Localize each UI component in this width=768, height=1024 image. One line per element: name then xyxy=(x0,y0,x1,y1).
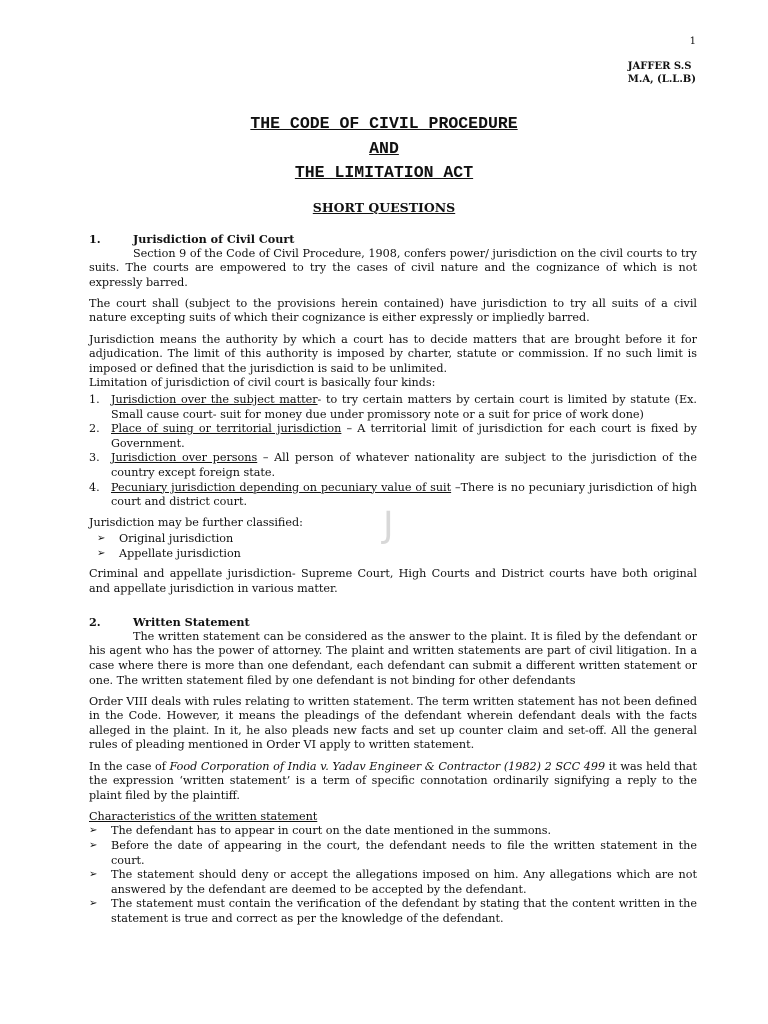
list-item-text: Original jurisdiction xyxy=(119,532,234,546)
section-1-para-6: Criminal and appellate jurisdiction- Supreme Court, High Courts and District courts have both original and appellate jurisdiction in various matter. xyxy=(89,567,697,596)
arrow-bullet-icon: ➢ xyxy=(97,533,106,545)
list-item-number: 3. xyxy=(89,451,100,465)
list-item-term: Pecuniary jurisdiction depending on pecuniary value of suit xyxy=(111,480,452,494)
author-degree: M.A, (L.L.B) xyxy=(627,74,696,85)
list-item xyxy=(89,897,697,926)
arrow-bullet-icon: ➢ xyxy=(89,898,98,910)
list-item-number: 1. xyxy=(89,392,100,406)
list-item xyxy=(89,868,697,897)
list-item xyxy=(89,547,697,562)
title-line-2: AND xyxy=(369,138,399,158)
author-name: JAFFER S.S xyxy=(627,61,692,72)
section-subtitle: SHORT QUESTIONS xyxy=(312,200,456,215)
section-2-para-1: The written statement can be considered as the answer to the plaint. It is filed by the defendant or his agent who has the power of attorney. The plaint and written statements are part of civil litigation. In a case where there is more than one defendant, each defendant can submit a different written statement or one. The written statement filed by one defendant is not binding for other defendants xyxy=(89,629,697,687)
list-item xyxy=(89,422,697,451)
list-item-text: Before the date of appearing in the court, the defendant needs to file the written statement in the court. xyxy=(111,838,697,867)
characteristics-heading: Characteristics of the written statement xyxy=(89,809,318,823)
section-1-para-2: The court shall (subject to the provisions herein contained) have jurisdiction to try all suits of a civil nature excepting suits of which their cognizance is either expressly or impliedly barred. xyxy=(89,296,697,325)
list-item-term: Jurisdiction over persons xyxy=(111,451,258,465)
arrow-bullet-icon: ➢ xyxy=(97,547,106,559)
list-item-term: Jurisdiction over the subject matter xyxy=(111,392,318,406)
section-2-heading xyxy=(89,615,697,630)
list-item-text: The defendant has to appear in court on the date mentioned in the summons. xyxy=(111,824,552,838)
list-item xyxy=(89,393,697,422)
jurisdiction-kinds-list xyxy=(89,393,697,510)
list-item xyxy=(89,532,697,547)
section-1-para-5: Jurisdiction may be further classified: xyxy=(89,515,303,529)
jurisdiction-classes-list xyxy=(89,532,697,561)
section-1-title: Jurisdiction of Civil Court xyxy=(133,232,295,246)
list-item-text: - to try certain matters by certain court is limited by statute (Ex. Small cause court- suit for money due under promissory note or a suit for price of work done) xyxy=(111,392,697,421)
section-1-para-1: Section 9 of the Code of Civil Procedure, 1908, confers power/ jurisdiction on the civil courts to try suits. The courts are empowered to try the cases of civil nature and the cognizance of which is not expressly barred. xyxy=(89,246,697,289)
list-item xyxy=(89,451,697,480)
document-title xyxy=(0,112,768,186)
title-line-3: THE LIMITATION ACT xyxy=(294,163,474,182)
list-item xyxy=(89,839,697,868)
section-1-para-4: Limitation of jurisdiction of civil court is basically four kinds: xyxy=(89,376,436,390)
section-1-heading xyxy=(89,232,697,247)
list-item xyxy=(89,824,697,839)
list-item xyxy=(89,481,697,510)
characteristics-list xyxy=(89,824,697,926)
list-item-text: – All person of whatever nationality are subject to the jurisdiction of the country except foreign state. xyxy=(111,451,697,479)
list-item-number: 4. xyxy=(89,480,100,494)
author-block xyxy=(628,60,696,86)
title-line-1: THE CODE OF CIVIL PROCEDURE xyxy=(250,114,518,133)
list-item-text: – A territorial limit of jurisdiction for each court is fixed by Government. xyxy=(111,422,697,450)
list-item-text: The statement must contain the verification of the defendant by stating that the content written in the statement is true and correct as per the knowledge of the defendant. xyxy=(111,897,697,925)
arrow-bullet-icon: ➢ xyxy=(89,869,98,881)
arrow-bullet-icon: ➢ xyxy=(89,839,98,851)
section-2-title: Written Statement xyxy=(133,615,250,630)
document-body xyxy=(89,232,697,933)
watermark: J xyxy=(383,505,394,546)
case-intro: In the case of xyxy=(89,759,170,773)
arrow-bullet-icon: ➢ xyxy=(89,825,98,837)
list-item-text: The statement should deny or accept the allegations imposed on him. Any allegations which are not answered by the defendant are deemed to be accepted by the defendant. xyxy=(111,868,697,896)
section-2-number: 2. xyxy=(89,615,101,630)
page-number: 1 xyxy=(689,36,696,47)
section-2-para-2: Order VIII deals with rules relating to written statement. The term written statement has not been defined in the Code. However, it means the pleadings of the defendant wherein defendant deals with the facts alleged in the plaint. In it, he also pleads new facts and set up counter claim and set-off. All the general rules of pleading mentioned in Order VI apply to written statement. xyxy=(89,694,697,752)
case-citation: Food Corporation of India v. Yadav Engineer & Contractor (1982) 2 SCC 499 xyxy=(169,759,606,773)
case-holding: it was held that the expression ‘written statement’ is a term of specific connotation ordinarily signifying a reply to the plaint filed by the plaintiff. xyxy=(89,759,697,802)
list-item-number: 2. xyxy=(89,422,100,436)
list-item-text: Appellate jurisdiction xyxy=(119,546,241,560)
list-item-term: Place of suing or territorial jurisdiction xyxy=(111,422,342,436)
section-1-number: 1. xyxy=(89,232,101,246)
section-1-para-3: Jurisdiction means the authority by which a court has to decide matters that are brought before it for adjudication. The limit of this authority is imposed by charter, statute or commission. If no such limit is imposed or defined that the jurisdiction is said to be unlimited. xyxy=(89,332,697,375)
section-2-para-3 xyxy=(89,760,697,804)
list-item-text: –There is no pecuniary jurisdiction of high court and district court. xyxy=(111,480,697,509)
